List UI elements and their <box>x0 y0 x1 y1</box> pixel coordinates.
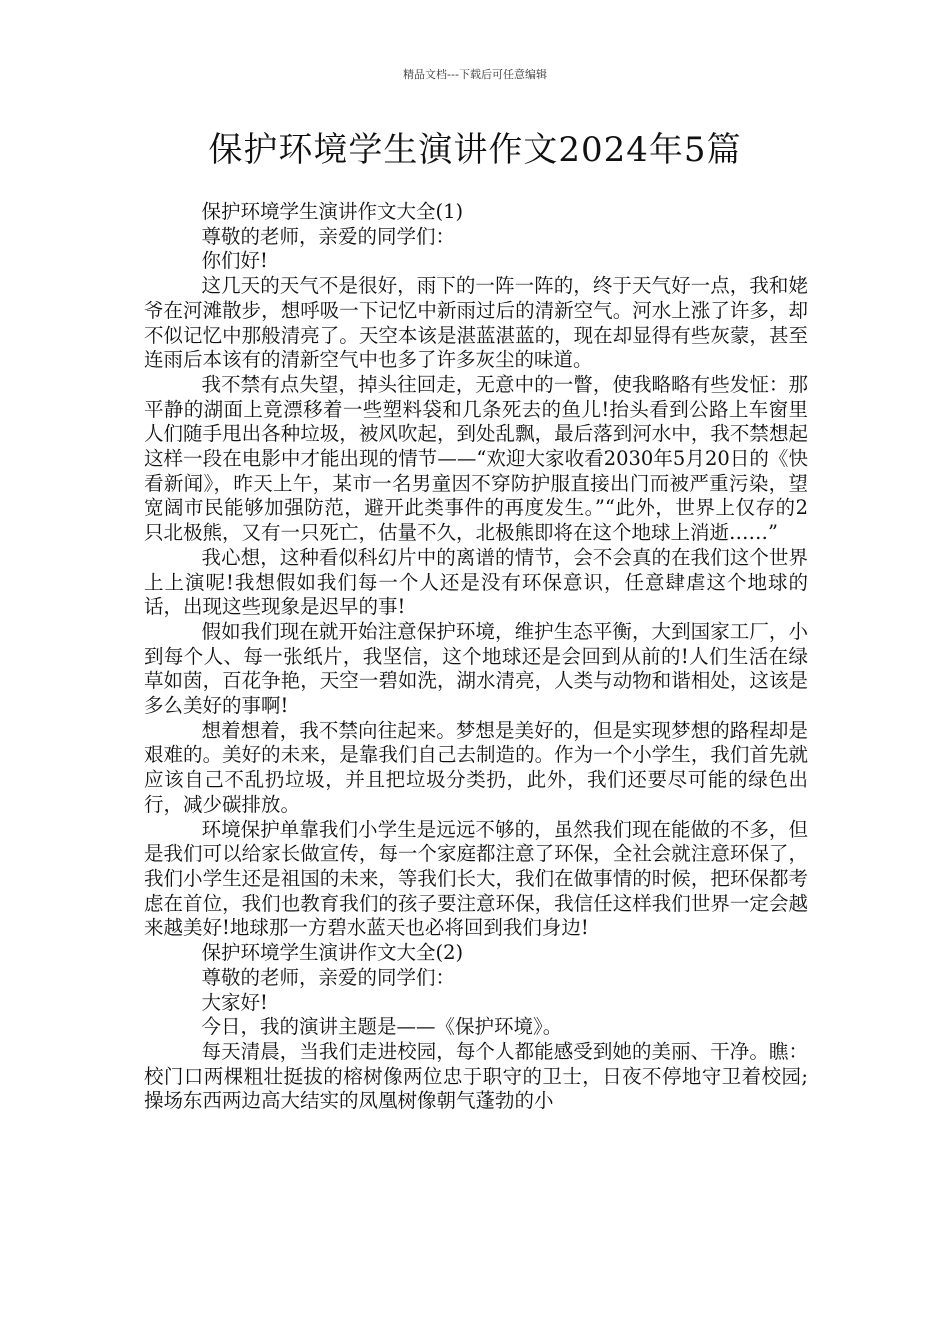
body-paragraph: 想着想着，我不禁向往起来。梦想是美好的，但是实现梦想的路程却是艰难的。美好的未来，是靠我们自己去制造的。作为一个小学生，我们首先就应该自己不乱扔垃圾，并且把垃圾分类扔，此外，我们还要尽可能的绿色出行，减少碳排放。 <box>144 718 808 816</box>
body-paragraph: 假如我们现在就开始注意保护环境，维护生态平衡，大到国家工厂，小到每个人、每一张纸片，我坚信，这个地球还是会回到从前的!人们生活在绿草如茵，百花争艳，天空一碧如洗，湖水清亮，人类与动物和谐相处，这该是多么美好的事啊! <box>144 619 808 718</box>
body-paragraph: 我心想，这种看似科幻片中的离谱的情节，会不会真的在我们这个世界上上演呢!我想假如我们每一个人还是没有环保意识，任意肆虐这个地球的话，出现这些现象是迟早的事! <box>144 545 808 619</box>
body-paragraph: 环境保护单靠我们小学生是远远不够的，虽然我们现在能做的不多，但是我们可以给家长做宣传，每一个家庭都注意了环保，全社会就注意环保了，我们小学生还是祖国的未来，等我们长大，我们在做事情的时候，把环保都考虑在首位，我们也教育我们的孩子要注意环保，我信任这样我们世界一定会越来越美好!地球那一方碧水蓝天也必将回到我们身边! <box>144 817 808 940</box>
document-title: 保护环境学生演讲作文2024年5篇 <box>208 130 742 170</box>
section-heading-1: 保护环境学生演讲作文大全(1) <box>201 200 464 223</box>
salutation: 尊敬的老师，亲爱的同学们： <box>201 224 456 248</box>
header-note: 精品文档---下载后可任意编辑 <box>403 68 547 81</box>
body-paragraph: 这几天的天气不是很好，雨下的一阵一阵的，终于天气好一点，我和姥爷在河滩散步，想呼吸一下记忆中新雨过后的清新空气。河水上涨了许多，却不似记忆中那般清亮了。天空本该是湛蓝湛蓝的，现在却显得有些灰蒙，甚至连雨后本该有的清新空气中也多了许多灰尘的味道。 <box>144 274 808 372</box>
body-paragraph: 今日，我的演讲主题是——《保护环境》。 <box>201 1015 563 1039</box>
greeting: 大家好! <box>201 990 268 1014</box>
body-paragraph: 我不禁有点失望，掉头往回走，无意中的一瞥，使我略略有些发怔：那平静的湖面上竟漂移着一些塑料袋和几条死去的鱼儿!抬头看到公路上车窗里人们随手甩出各种垃圾，被风吹起，到处乱飘，最后落到河水中，我不禁想起这样一段在电影中才能出现的情节——“欢迎大家收看2030年5月20日的《快看新闻》，昨天上午，某市一名男童因不穿防护服直接出门而被严重污染，望宽阔市民能够加强防范，避开此类事件的再度发生。”“此外，世界上仅存的2只北极熊，又有一只死亡，估量不久，北极熊即将在这个地球上消逝……” <box>144 372 808 545</box>
greeting: 你们好! <box>201 249 268 273</box>
document-body <box>144 200 808 1114</box>
salutation: 尊敬的老师，亲爱的同学们： <box>201 965 456 989</box>
body-paragraph: 每天清晨，当我们走进校园，每个人都能感受到她的美丽、干净。瞧：校门口两棵粗壮挺拔的榕树像两位忠于职守的卫士，日夜不停地守卫着校园;操场东西两边高大结实的凤凰树像朝气蓬勃的小 <box>144 1039 808 1113</box>
section-heading-2: 保护环境学生演讲作文大全(2) <box>201 941 464 965</box>
